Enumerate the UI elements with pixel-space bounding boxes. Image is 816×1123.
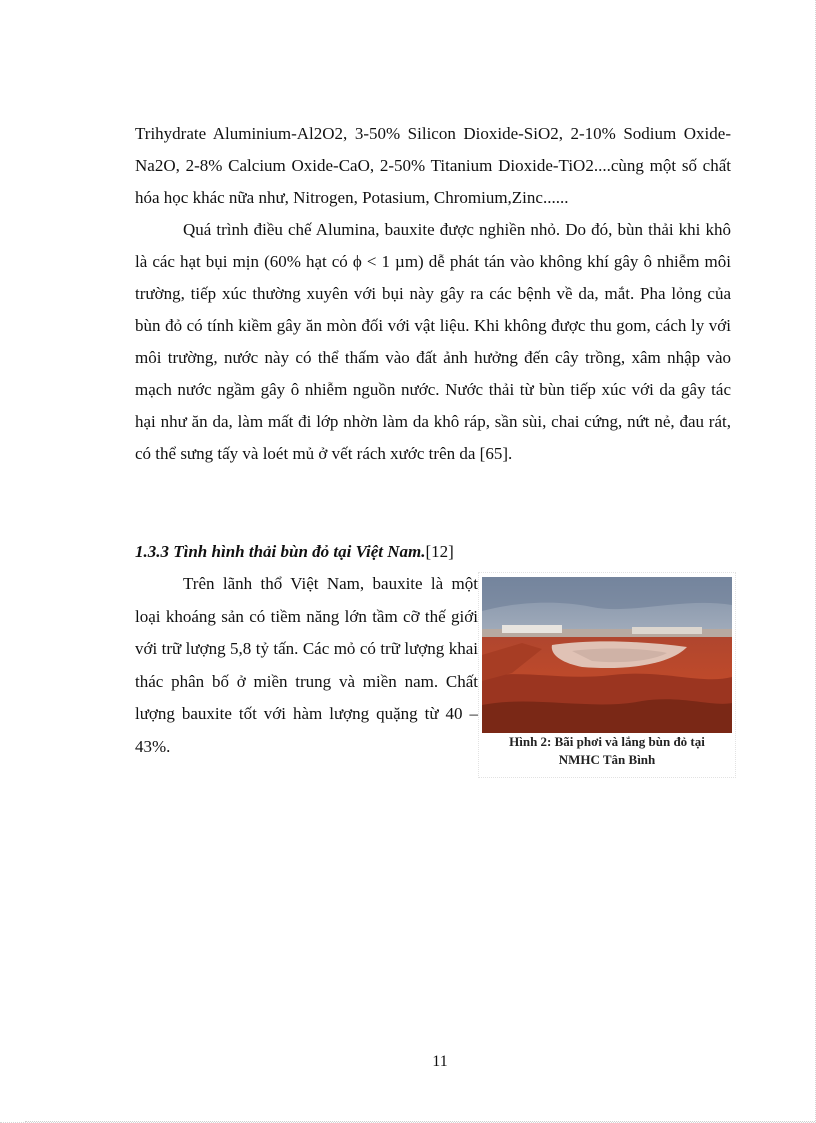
- section-heading-title: 1.3.3 Tình hình thải bùn đỏ tại Việt Nam.: [135, 542, 426, 561]
- paragraph-pollution: Quá trình điều chế Alumina, bauxite được nghiền nhỏ. Do đó, bùn thải khi khô là các hạt bụi mịn (60% hạt có ϕ < 1 µm) dễ phát tán vào không khí gây ô nhiễm môi trường, tiếp xúc thường xuyên với bụi này gây ra các bệnh về da, mắt. Pha lỏng của bùn đỏ có tính kiềm gây ăn mòn đối với vật liệu. Khi không được thu gom, cách ly với môi trường, nước này có thể thấm vào đất ảnh hưởng đến cây trồng, xâm nhập vào mạch nước ngầm gây ô nhiễm nguồn nước. Nước thải từ bùn tiếp xúc với da gây tác hại như ăn da, làm mất đi lớp nhờn làm da khô ráp, sần sùi, chai cứng, nứt nẻ, đau rát, có thể sưng tấy và loét mủ ở vết rách xước trên da [65].: [135, 220, 731, 463]
- figure-caption-line-1: Hình 2: Bãi phơi và lắng bùn đỏ tại: [509, 734, 705, 749]
- red-mud-photo: [482, 577, 732, 733]
- body-text: [135, 118, 731, 470]
- bottom-rule: [25, 1121, 815, 1122]
- paragraph-vietnam-bauxite: Trên lãnh thổ Việt Nam, bauxite là một loại khoáng sản có tiềm năng lớn tầm cỡ thế giới với trữ lượng 5,8 tỷ tấn. Các mỏ có trữ lượng khai thác phân bố ở miền trung và miền nam. Chất lượng bauxite tốt với hàm lượng quặng từ 40 – 43%.: [135, 574, 478, 756]
- paragraph-composition: Trihydrate Aluminium-Al2O2, 3-50% Silicon Dioxide-SiO2, 2-10% Sodium Oxide-Na2O, 2-8% Calcium Oxide-CaO, 2-50% Titanium Dioxide-TiO2....cùng một số chất hóa học khác nữa như, Nitrogen, Potasium, Chromium,Zinc......: [135, 124, 731, 207]
- section-heading-reference: [12]: [425, 542, 454, 561]
- figure-red-mud: [478, 572, 736, 778]
- page-number: 11: [432, 1053, 448, 1070]
- figure-caption: [479, 733, 735, 769]
- section-heading: [135, 538, 454, 566]
- figure-caption-line-2: NMHC Tân Bình: [558, 752, 656, 767]
